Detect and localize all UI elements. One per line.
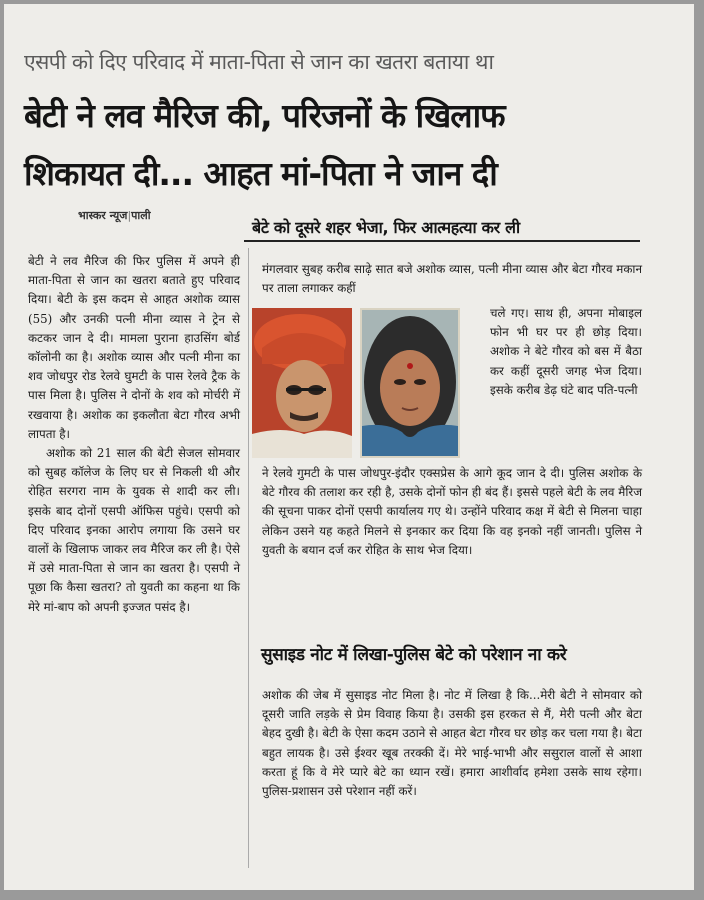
suicide-note-paragraph: अशोक की जेब में सुसाइड नोट मिला है। नोट में लिखा है कि...मेरी बेटी ने सोमवार को दूसरी जाति लड़के से प्रेम विवाह किया है। उसकी इस हरकत से मैं, मेरी पत्नी और बेटा बेहद दुखी है। बेटी के ऐसा कदम उठाने से आहत बेटा गौरव घर छोड़ कर चला गया है। बेटा बहुत लायक है। उसे ईश्वर खूब तरक्की दें। मेरे भाई-भाभी और ससुराल वालों से आशा करता हूं कि वे मेरे प्यारे बेटे का ध्यान रखें। हमारा आशीर्वाद हमेशा उसके साथ रहेगा। पुलिस-प्रशासन उसे परेशान नहीं करें। (262, 688, 642, 799)
headline-line-2: शिकायत दी... आहत मां-पिता ने जान दी (24, 154, 497, 193)
right-paragraph-tail: ने रेलवे गुमटी के पास जोधपुर-इंदौर एक्सप्रेस के आगे कूद जान दे दी। पुलिस अशोक के बेटे गौरव की तलाश कर रही है, उसके दोनों फोन ही बंद हैं। इससे पहले बेटी के लव मैरिज की सूचना पाकर दोनों एसपी कार्यालय गए थे। उन्होंने परिवाद कक्ष में बेटी से मिलना चाहा लेकिन उसने यह कहते मिलने से इनकार कर दिया कि वह इनको नहीं जानती। पुलिस ने युवती के बयान दर्ज कर रोहित के साथ भेज दिया। (262, 466, 642, 557)
overline-headline: एसपी को दिए परिवाद में माता-पिता से जान का खतरा बताया था (24, 50, 494, 74)
suicide-note-subheadline: सुसाइड नोट में लिखा-पुलिस बेटे को परेशान ना करे (261, 645, 567, 665)
right-column-top (262, 260, 642, 298)
right-paragraph-wrap: चले गए। साथ ही, अपना मोबाइल फोन भी घर पर ही छोड़ दिया। अशोक ने बेटे गौरव को बस में बैठा कर कहीं दूसरी जगह भेज दिया। इसके करीब डेढ़ घंटे बाद पति-पत्नी (490, 306, 642, 397)
right-column-tail (262, 464, 642, 560)
column-divider (248, 248, 249, 868)
right-paragraph-top: मंगलवार सुबह करीब साढ़े सात बजे अशोक व्यास, पत्नी मीना व्यास और बेटा गौरव मकान पर ताला लगाकर कहीं (262, 262, 642, 296)
byline-source: भास्कर न्यूज (78, 209, 128, 222)
portrait-man-image (252, 308, 352, 458)
photo-father (252, 308, 352, 458)
subheadline-rule (244, 240, 640, 242)
photo-mother (360, 308, 460, 458)
left-paragraph-2: अशोक को 21 साल की बेटी सेजल सोमवार को सुबह कॉलेज के लिए घर से निकली थी और रोहित सरगरा नाम के युवक से शादी कर ली। इसके बाद दोनों एसपी ऑफिस पहुंचे। एसपी को दिए परिवाद इनका आरोप लगाया कि उसने घर वालों के खिलाफ जाकर लव मैरिज कर ली है। ऐसे में उसे माता-पिता से जान का खतरा है। एसपी ने पूछा कि कैसा खतरा? तो युवती का कहना था कि मेरे मां-बाप को अपनी इज्जत पसंद है। (28, 446, 240, 614)
headline-line-1: बेटी ने लव मैरिज की, परिजनों के खिलाफ (24, 96, 505, 135)
right-column-wrap (490, 304, 642, 400)
byline-separator: | (127, 209, 132, 222)
portrait-woman-image (362, 310, 458, 456)
left-paragraph-1: बेटी ने लव मैरिज की फिर पुलिस में अपने ही माता-पिता से जान का खतरा बताते हुए परिवाद दिया। बेटी के इस कदम से आहत अशोक व्यास (55) और उनकी पत्नी मीना व्यास ने ट्रेन से कटकर जान दे दी। मामला पुराना हाउसिंग बोर्ड कॉलोनी का है। अशोक व्यास और पत्नी मीना का शव जोधपुर रोड रेलवे घुमटी के पास रेलवे ट्रैक के पास मिला है। पुलिस ने दोनों के शव को मोर्चरी में रखवाया है। अशोक का इकलौता बेटा गौरव अभी लापता है। (28, 254, 240, 441)
suicide-note-column (262, 686, 642, 801)
byline (78, 208, 151, 223)
newspaper-clipping (4, 4, 694, 890)
subheadline: बेटे को दूसरे शहर भेजा, फिर आत्महत्या कर ली (252, 218, 520, 237)
byline-place: पाली (131, 209, 151, 222)
left-column (28, 252, 240, 617)
